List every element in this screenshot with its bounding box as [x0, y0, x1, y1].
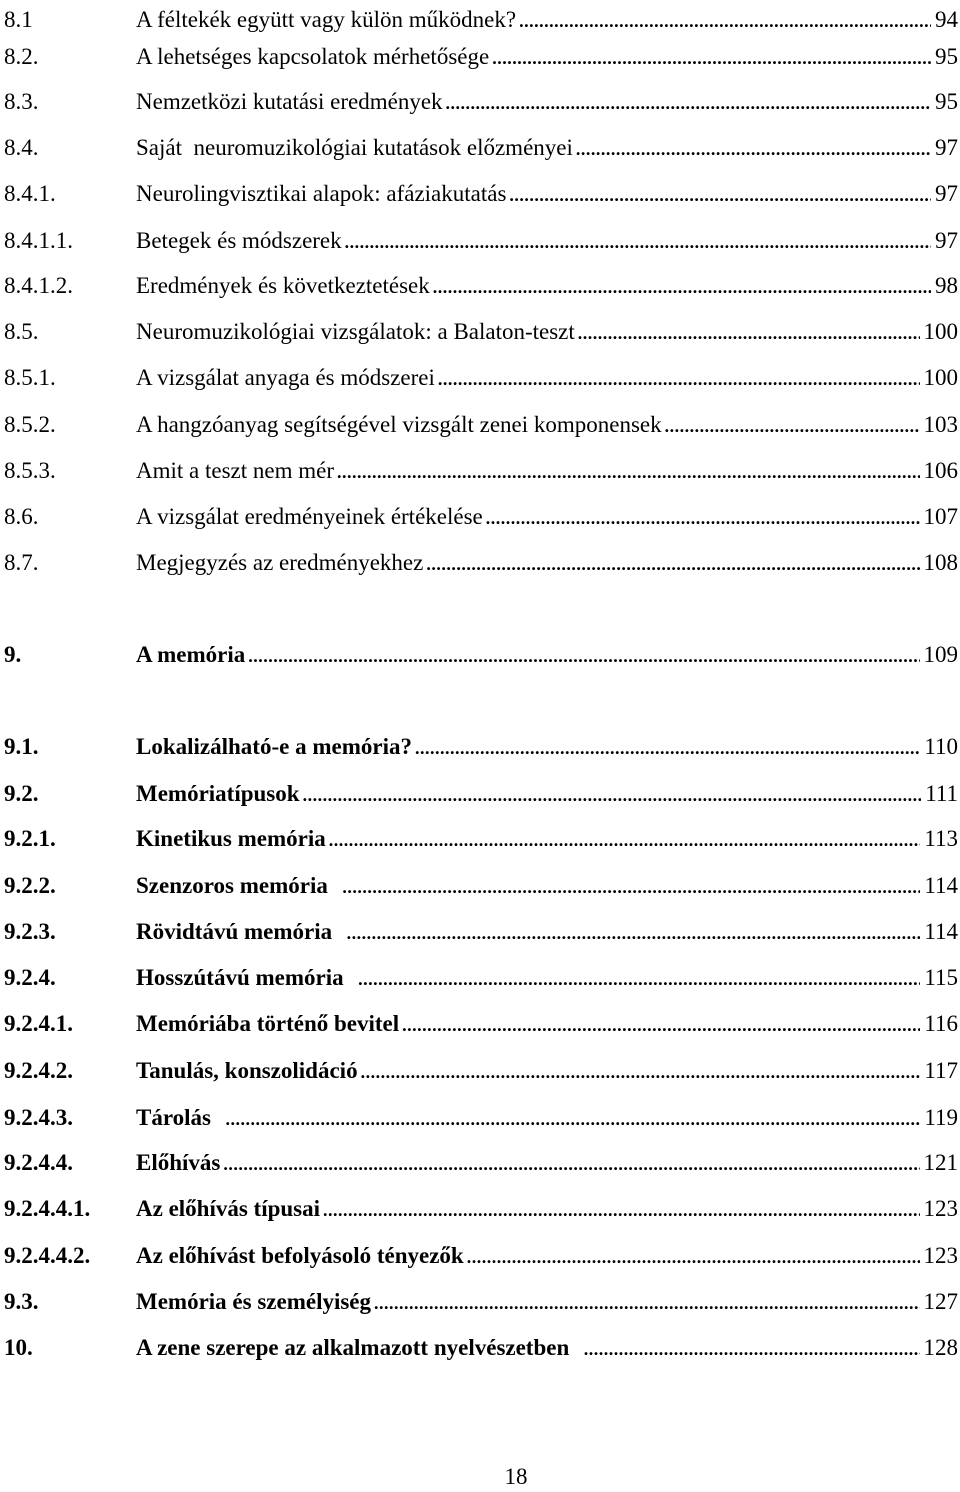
toc-entry-title: Amit a teszt nem mér [136, 458, 334, 483]
dot-leader [576, 132, 931, 166]
toc-entry-title: A vizsgálat anyaga és módszerei [136, 365, 435, 390]
toc-entry-number: 8.4.1.2. [4, 273, 73, 298]
toc-entry-page: 95 [935, 89, 958, 114]
dot-leader [415, 731, 920, 765]
toc-entry [4, 500, 958, 534]
toc-entry-page: 106 [923, 458, 958, 483]
toc-entry-title: Memóriába történő bevitel [136, 1011, 400, 1036]
toc-entry-title: A memória [136, 642, 246, 667]
dot-leader [486, 501, 920, 535]
dot-leader [426, 547, 919, 581]
toc-entry-number: 8.4.1. [4, 181, 56, 206]
toc-entry [4, 1192, 958, 1226]
toc-entry-page: 116 [924, 1011, 958, 1036]
toc-entry [4, 1054, 958, 1088]
toc-entry-number: 9.2.4.4.2. [4, 1243, 91, 1268]
toc-entry-body [136, 546, 958, 581]
toc-entry [4, 177, 958, 211]
toc-entry [4, 1331, 958, 1365]
toc-entry-title: Neuromuzikológiai vizsgálatok: a Balaton-teszt [136, 319, 575, 344]
toc-entry-number: 8.4.1.1. [4, 228, 73, 253]
dot-leader [433, 270, 931, 304]
toc-entry-page: 98 [935, 273, 958, 298]
dot-leader [492, 41, 931, 75]
toc-entry-number: 8.6. [4, 504, 39, 529]
toc-entry-number: 9.2.4.2. [4, 1058, 73, 1083]
dot-leader [665, 409, 920, 443]
toc-entry-body [136, 1192, 958, 1227]
toc-entry-body [136, 454, 958, 489]
dot-leader [329, 823, 921, 857]
toc-entry [4, 869, 958, 903]
dot-leader [345, 225, 931, 259]
toc-entry-body [136, 177, 958, 212]
toc-entry [4, 3, 958, 37]
toc-entry-body [136, 638, 958, 673]
toc-entry-body [136, 1101, 958, 1136]
toc-entry-body [136, 85, 958, 120]
toc-entry [4, 1146, 958, 1180]
toc-entry [4, 546, 958, 580]
toc-entry-title: A lehetséges kapcsolatok mérhetősége [136, 44, 490, 69]
toc-entry-page: 94 [935, 7, 958, 32]
toc-entry-page: 117 [924, 1058, 958, 1083]
toc-entry-number: 8.7. [4, 550, 39, 575]
toc-entry-body [136, 500, 958, 535]
toc-entry-body [136, 822, 958, 857]
toc-entry-number: 9.2.2. [4, 873, 56, 898]
toc-entry-number: 8.3. [4, 89, 39, 114]
toc-entry [4, 454, 958, 488]
toc-entry-number: 8.4. [4, 135, 39, 160]
toc-entry-number: 9.3. [4, 1289, 39, 1314]
toc-entry-number: 9.2.4.1. [4, 1011, 73, 1036]
toc-entry [4, 85, 958, 119]
toc-entry-page: 107 [923, 504, 958, 529]
toc-entry-body [136, 1054, 958, 1089]
dot-leader [225, 1102, 920, 1136]
toc-entry [4, 1007, 958, 1041]
toc-entry-title: Lokalizálható-e a memória? [136, 734, 412, 759]
toc-entry-title: Megjegyzés az eredményekhez [136, 550, 424, 575]
toc-entry-page: 103 [923, 412, 958, 437]
toc-entry-body [136, 408, 958, 443]
dot-leader [584, 1332, 920, 1366]
toc-entry-body [136, 1146, 958, 1181]
toc-entry-page: 115 [924, 965, 958, 990]
dot-leader [323, 1193, 919, 1227]
toc-entry [4, 915, 958, 949]
toc-entry-number: 8.1 [4, 7, 33, 32]
toc-entry-title: A vizsgálat eredményeinek értékelése [136, 504, 483, 529]
toc-entry-body [136, 269, 958, 304]
toc-entry-page: 97 [935, 135, 958, 160]
toc-entry-body [136, 777, 958, 812]
toc-entry-title: Szenzoros memória [136, 873, 340, 898]
toc-entry-body [136, 730, 958, 765]
toc-entry-title: Neurolingvisztikai alapok: afáziakutatás [136, 181, 507, 206]
dot-leader [578, 316, 920, 350]
toc-entry-title: Az előhívás típusai [136, 1196, 321, 1221]
toc-entry-page: 119 [924, 1105, 958, 1130]
toc-entry-number: 8.5.1. [4, 365, 56, 390]
toc-entry-body [136, 131, 958, 166]
dot-leader [358, 962, 920, 996]
toc-entry-body [136, 224, 958, 259]
toc-entry-title: Saját neuromuzikológiai kutatások előzményei [136, 135, 573, 160]
toc-entry-number: 9.2.4.4.1. [4, 1196, 91, 1221]
dot-leader [446, 86, 931, 120]
toc-entry-title: Eredmények és következtetések [136, 273, 430, 298]
toc-entry-number: 9.2.4.4. [4, 1150, 73, 1175]
dot-leader [361, 1055, 921, 1089]
toc-entry [4, 40, 958, 74]
toc-entry [4, 224, 958, 258]
dot-leader [402, 1008, 920, 1042]
toc-entry-number: 9.2. [4, 781, 39, 806]
toc-entry-number: 8.2. [4, 44, 39, 69]
toc-entry-title: Memória és személyiség [136, 1289, 372, 1314]
toc-entry-page: 121 [923, 1150, 958, 1175]
toc-entry [4, 408, 958, 442]
toc-entry-title: Kinetikus memória [136, 826, 326, 851]
toc-entry-page: 123 [923, 1243, 958, 1268]
toc-entry-title: A hangzóanyag segítségével vizsgált zenei komponensek [136, 412, 662, 437]
dot-leader [303, 778, 922, 812]
toc-entry-number: 9. [4, 642, 22, 667]
toc-entry [4, 269, 958, 303]
toc-entry-body [136, 1239, 958, 1274]
toc-entry-page: 114 [924, 873, 958, 898]
toc-entry-number: 8.5.3. [4, 458, 56, 483]
toc-entry-number: 9.1. [4, 734, 39, 759]
toc-entry-page: 111 [925, 781, 958, 806]
toc-entry-body [136, 1007, 958, 1042]
toc-entry-body [136, 1331, 958, 1366]
toc-entry-body [136, 361, 958, 396]
toc-entry [4, 1239, 958, 1273]
toc-entry-title: Előhívás [136, 1150, 221, 1175]
toc-entry-number: 9.2.3. [4, 919, 56, 944]
toc-entry-number: 9.2.4. [4, 965, 56, 990]
toc-entry-page: 114 [924, 919, 958, 944]
toc-entry-title: Rövidtávú memória [136, 919, 344, 944]
toc-entry-page: 97 [935, 181, 958, 206]
toc-entry-page: 110 [924, 734, 958, 759]
toc-entry-title: Betegek és módszerek [136, 228, 342, 253]
toc-entry-title: Az előhívást befolyásoló tényezők [136, 1243, 464, 1268]
toc-entry [4, 730, 958, 764]
dot-leader [342, 870, 920, 904]
toc-entry-page: 100 [923, 319, 958, 344]
toc-entry-page: 127 [923, 1289, 958, 1314]
toc-entry [4, 822, 958, 856]
toc-entry-number: 8.5. [4, 319, 39, 344]
toc-entry-number: 9.2.1. [4, 826, 56, 851]
toc-entry-page: 128 [923, 1335, 958, 1360]
toc-entry-title: A féltekék együtt vagy külön működnek? [136, 7, 517, 32]
toc-entry-page: 123 [923, 1196, 958, 1221]
toc-entry-title: Nemzetközi kutatási eredmények [136, 89, 443, 114]
toc-entry-page: 97 [935, 228, 958, 253]
dot-leader [347, 916, 921, 950]
toc-entry [4, 131, 958, 165]
dot-leader [509, 178, 931, 212]
toc-entry-title: Tanulás, konszolidáció [136, 1058, 358, 1083]
toc-entry-title: Hosszútávú memória [136, 965, 356, 990]
toc-entry [4, 961, 958, 995]
toc-entry-body [136, 915, 958, 950]
toc-entry [4, 1101, 958, 1135]
dot-leader [519, 4, 931, 38]
dot-leader [374, 1286, 919, 1320]
toc-entry [4, 361, 958, 395]
toc-entry-title: A zene szerepe az alkalmazott nyelvészetben [136, 1335, 581, 1360]
toc-entry [4, 1285, 958, 1319]
toc-entry-body [136, 1285, 958, 1320]
toc-entry-title: Tárolás [136, 1105, 223, 1130]
toc-entry-body [136, 315, 958, 350]
dot-leader [467, 1240, 920, 1274]
dot-leader [438, 362, 920, 396]
dot-leader [337, 455, 920, 489]
toc-entry-body [136, 40, 958, 75]
toc-entry-body [136, 869, 958, 904]
toc-entry [4, 777, 958, 811]
page-number: 18 [504, 1464, 528, 1489]
dot-leader [223, 1147, 919, 1181]
toc-entry-body [136, 3, 958, 38]
toc-entry-page: 109 [923, 642, 958, 667]
toc-entry-body [136, 961, 958, 996]
toc-entry [4, 638, 958, 672]
toc-entry [4, 315, 958, 349]
toc-entry-number: 8.5.2. [4, 412, 56, 437]
toc-entry-number: 10. [4, 1335, 33, 1360]
toc-entry-page: 95 [935, 44, 958, 69]
toc-entry-title: Memóriatípusok [136, 781, 300, 806]
toc-entry-page: 108 [923, 550, 958, 575]
toc-entry-page: 100 [923, 365, 958, 390]
toc-entry-page: 113 [924, 826, 958, 851]
toc-entry-number: 9.2.4.3. [4, 1105, 73, 1130]
dot-leader [248, 639, 919, 673]
